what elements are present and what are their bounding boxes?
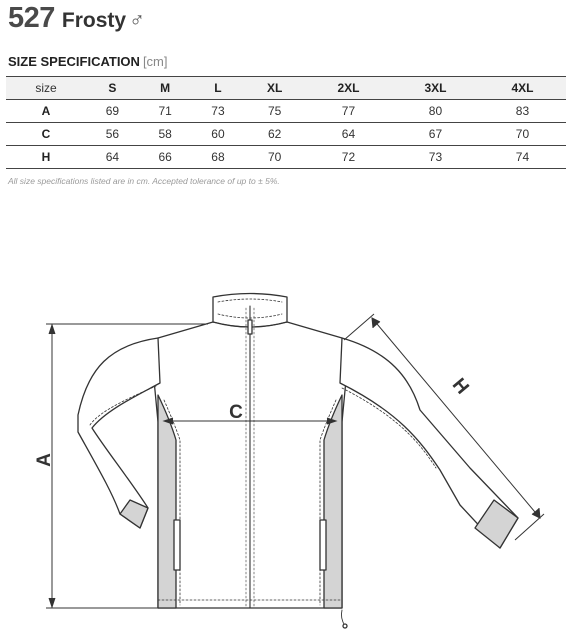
- cord-stopper: [343, 624, 347, 628]
- dimension-h: [344, 314, 544, 540]
- table-cell: 62: [244, 123, 305, 146]
- section-unit: [cm]: [142, 54, 168, 69]
- size-header: M: [139, 77, 192, 100]
- table-cell: 66: [139, 146, 192, 169]
- product-code: 527: [8, 2, 55, 34]
- tolerance-note: All size specifications listed are in cm. Accepted tolerance of up to ± 5%.: [8, 176, 280, 186]
- left-pocket-zipper: [174, 520, 180, 570]
- table-cell: 80: [392, 100, 479, 123]
- table-cell: 72: [305, 146, 392, 169]
- table-cell: 60: [192, 123, 245, 146]
- size-header: XL: [244, 77, 305, 100]
- table-cell: 70: [244, 146, 305, 169]
- male-icon: ♂: [129, 9, 145, 32]
- table-cell: 71: [139, 100, 192, 123]
- table-cell: 74: [479, 146, 566, 169]
- size-header: L: [192, 77, 245, 100]
- product-name: Frosty: [61, 9, 127, 32]
- row-label: A: [6, 100, 86, 123]
- size-header: S: [86, 77, 139, 100]
- row-label: H: [6, 146, 86, 169]
- size-header: 2XL: [305, 77, 392, 100]
- size-header: 4XL: [479, 77, 566, 100]
- table-cell: 73: [192, 100, 245, 123]
- size-header: 3XL: [392, 77, 479, 100]
- table-cell: 56: [86, 123, 139, 146]
- table-corner: size: [6, 77, 86, 100]
- table-cell: 58: [139, 123, 192, 146]
- table-cell: 67: [392, 123, 479, 146]
- label-a: A: [34, 453, 55, 467]
- label-h: H: [447, 374, 473, 399]
- table-cell: 83: [479, 100, 566, 123]
- zipper-pull: [248, 320, 252, 334]
- label-c: C: [229, 402, 243, 423]
- section-title: SIZE SPECIFICATION: [8, 54, 140, 69]
- right-pocket-zipper: [320, 520, 326, 570]
- table-cell: 69: [86, 100, 139, 123]
- table-cell: 70: [479, 123, 566, 146]
- left-sleeve: [78, 338, 160, 528]
- table-cell: 64: [305, 123, 392, 146]
- table-cell: 68: [192, 146, 245, 169]
- table-cell: 77: [305, 100, 392, 123]
- table-cell: 73: [392, 146, 479, 169]
- table-cell: 75: [244, 100, 305, 123]
- table-cell: 64: [86, 146, 139, 169]
- row-label: C: [6, 123, 86, 146]
